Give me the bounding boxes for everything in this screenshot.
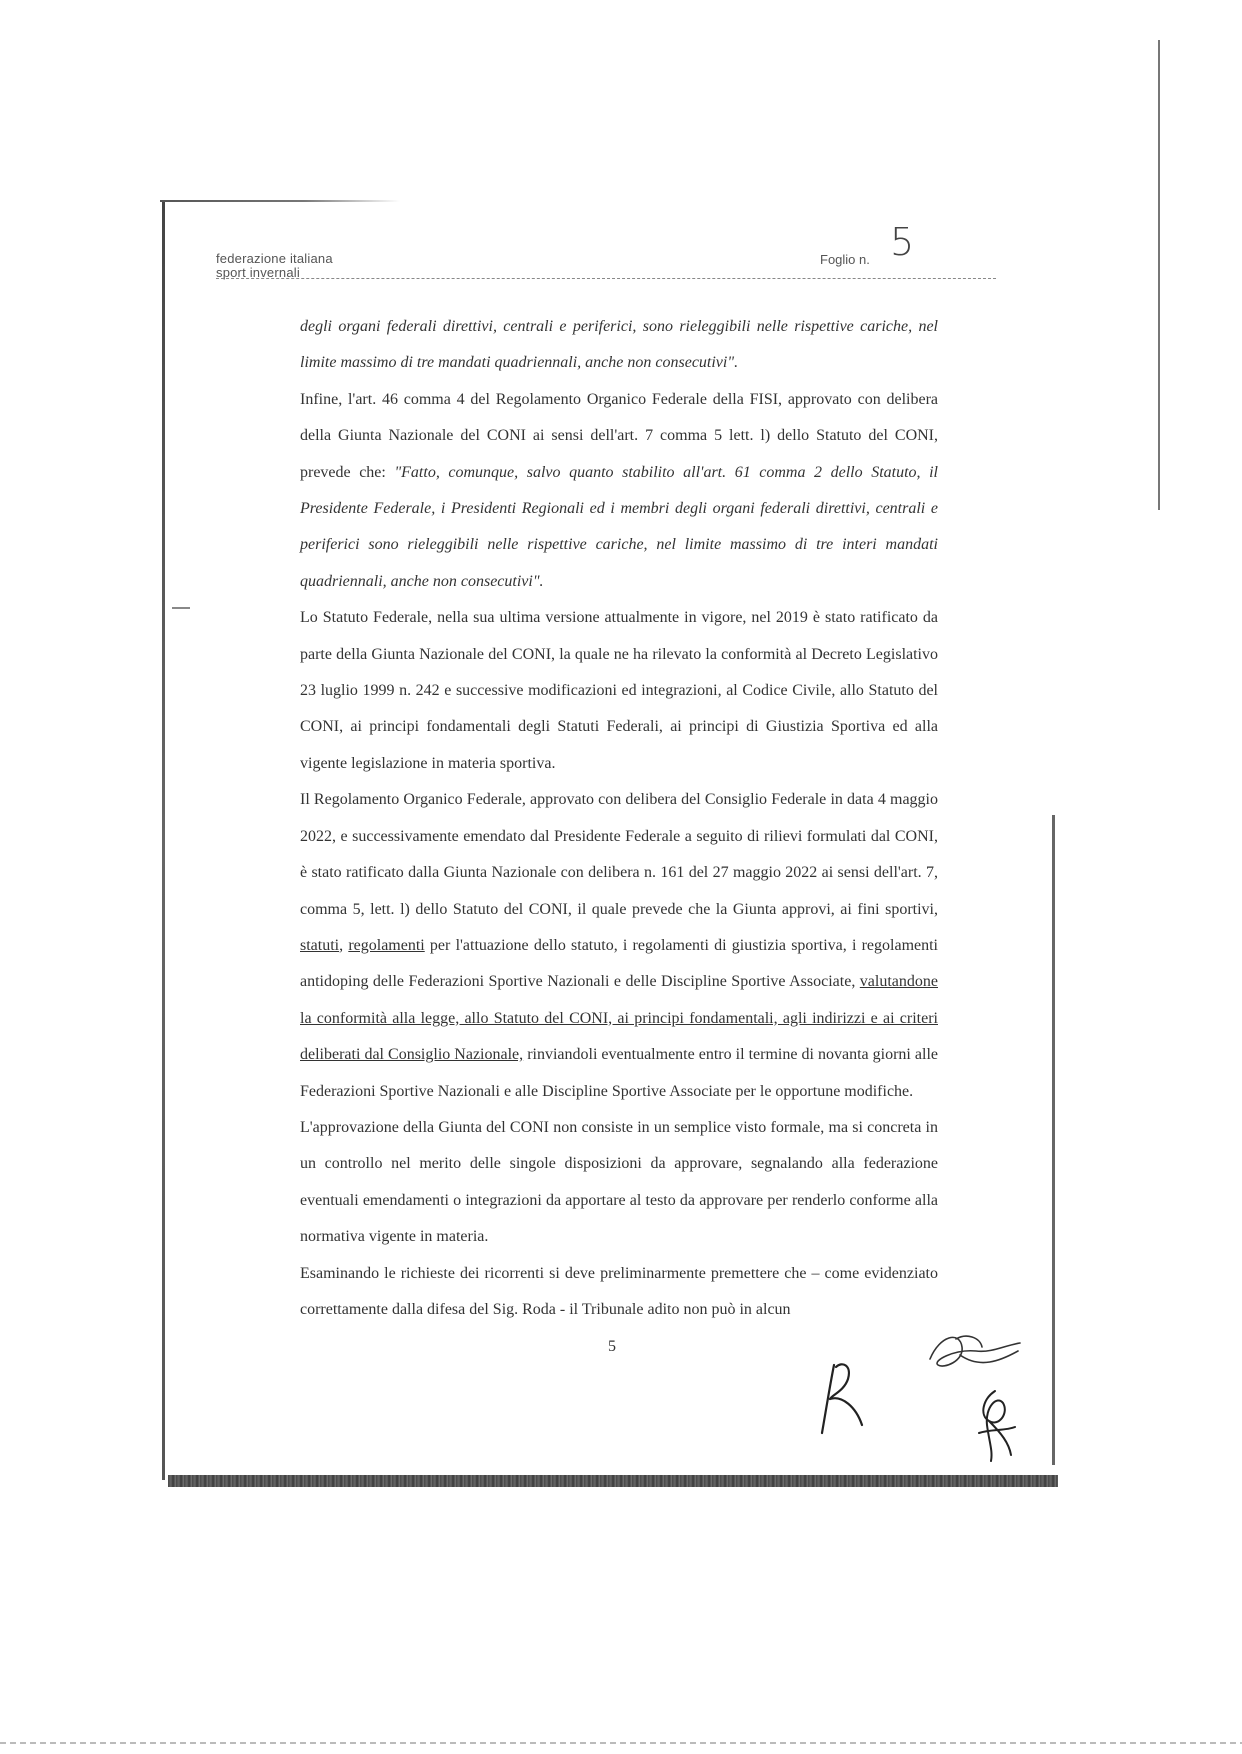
paragraph-4-part-b: , xyxy=(339,936,349,954)
signature-monogram-right xyxy=(965,1385,1025,1465)
margin-tick xyxy=(172,607,190,609)
paragraph-2-intro: Infine, l'art. 46 comma 4 del Regolamento Organico Federale della FISI, approvato con delibera della Giunta Nazionale del CONI ai sensi dell'art. 7 comma 5 lett. l) dello Statuto del CONI, prevede che: xyxy=(300,390,938,481)
scan-edge-top xyxy=(160,200,400,202)
paragraph-3: Lo Statuto Federale, nella sua ultima versione attualmente in vigore, nel 2019 è stato ratificato da parte della Giunta Nazionale del CONI, la quale ne ha rilevato la conformità al Decreto Legislativo 23 luglio 1999 n. 242 e successive modificazioni ed integrazioni, al Codice Civile, allo Statuto del CONI, ai principi fondamentali degli Statuti Federali, ai principi di Giustizia Sportiva ed alla vigente legislazione in materia sportiva. xyxy=(300,609,938,772)
paragraph-1 xyxy=(300,309,938,382)
paragraph-2 xyxy=(300,382,938,600)
paragraph-4-part-c: per l'attuazione dello statuto, i regolamenti di giustizia sportiva, i regolamenti antidoping delle Federazioni Sportive Nazionali e delle Discipline Sportive Associate, xyxy=(300,936,939,991)
header-rule xyxy=(216,278,996,279)
paragraph-4 xyxy=(300,782,938,1110)
letterhead xyxy=(216,252,333,280)
scan-edge-page-bottom xyxy=(0,1742,1242,1744)
letterhead-line-2: sport invernali xyxy=(216,265,300,280)
underlined-conformity-clause: valutandone la conformità alla legge, allo Statuto del CONI, ai principi fondamentali, agli indirizzi e ai criteri deliberati dal Consiglio Nazionale, xyxy=(300,973,938,1064)
paragraph-2-quote: "Fatto, comunque, salvo quanto stabilito all'art. 61 comma 2 dello Statuto, il Presidente Federale, i Presidenti Regionali ed i membri degli organi federali direttivi, centrali e periferici sono rieleggibili nelle rispettive cariche, nel limite massimo di tre interi mandati quadriennali, anche non consecutivi". xyxy=(300,463,938,590)
sheet-number: 5 xyxy=(890,220,915,264)
scan-edge-right-bottom xyxy=(1052,815,1055,1465)
page-number: 5 xyxy=(608,1338,616,1355)
paragraph-4-part-d: rinviandoli eventualmente entro il termine di novanta giorni alle Federazioni Sportive Nazionali e alle Discipline Sportive Associate per le opportune modifiche. xyxy=(300,1046,939,1100)
signature-scribble-top-right xyxy=(920,1325,1030,1385)
scan-edge-right-top xyxy=(1158,40,1160,510)
paragraph-5: L'approvazione della Giunta del CONI non consiste in un semplice visto formale, ma si concreta in un controllo nel merito delle singole disposizioni da approvare, segnalando alla federazione eventuali emendamenti o integrazioni da apportare al testo da approvare per renderlo conforme alla normativa vigente in materia. xyxy=(300,1118,938,1246)
quote-continuation: degli organi federali direttivi, centrali e periferici, sono rieleggibili nelle rispettive cariche, nel limite massimo di tre mandati quadriennali, anche non consecutivi". xyxy=(300,318,938,372)
sheet-label: Foglio n. xyxy=(820,252,870,267)
paragraph-4-part-a: Il Regolamento Organico Federale, approvato con delibera del Consiglio Federale in data 4 maggio 2022, e successivamente emendato dal Presidente Federale a seguito di rilievi formulati dal CONI, è stato ratificato dalla Giunta Nazionale con delibera n. 161 del 27 maggio 2022 ai sensi dell'art. 7, comma 5, lett. l) dello Statuto del CONI, il quale prevede che la Giunta approvi, ai fini sportivi, xyxy=(300,791,938,918)
underlined-regolamenti: regolamenti xyxy=(348,936,425,954)
document-body xyxy=(300,309,938,1328)
underlined-statuti: statuti xyxy=(300,936,340,954)
signature-initial-left xyxy=(812,1355,872,1445)
letterhead-line-1: federazione italiana xyxy=(216,251,333,266)
scan-edge-left xyxy=(162,202,165,1480)
scan-edge-bottom xyxy=(168,1475,1058,1487)
paragraph-6: Esaminando le richieste dei ricorrenti si deve preliminarmente premettere che – come evidenziato correttamente dalla difesa del Sig. Roda - il Tribunale adito non può in alcun xyxy=(300,1264,938,1318)
